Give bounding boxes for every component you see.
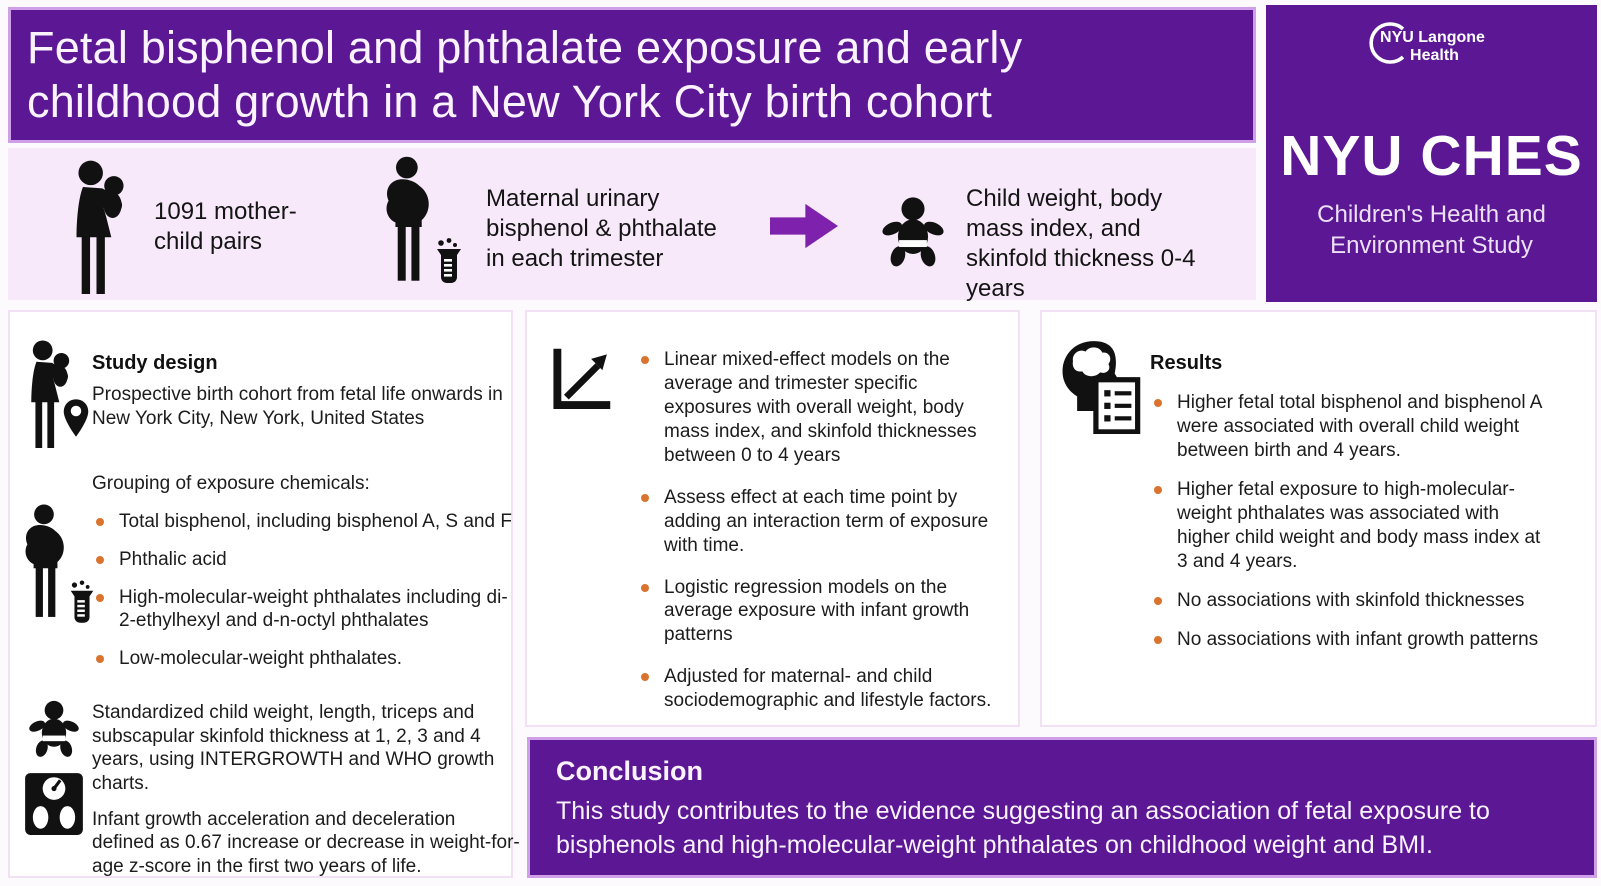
list-item: High-molecular-weight phthalates including di-2-ethylhexyl and d-n-octyl phthalates bbox=[92, 586, 524, 634]
list-item: Higher fetal exposure to high-molecular-weight phthalates was associated with higher child weight and body mass index at 3 and 4 years. bbox=[1150, 478, 1552, 574]
nyu-langone-logo bbox=[1378, 29, 1485, 64]
baby-on-scale-icon bbox=[24, 700, 86, 837]
chart-trend-icon bbox=[545, 342, 617, 414]
urine-beaker-icon bbox=[432, 238, 466, 284]
chemical-groups-list bbox=[92, 510, 524, 672]
mother-child-icon bbox=[60, 160, 142, 294]
list-item: Assess effect at each time point by adding an interaction term of exposure with time. bbox=[637, 486, 995, 558]
brain-checklist-icon bbox=[1054, 338, 1142, 434]
methods-card bbox=[525, 310, 1020, 727]
overview-cohort-text: 1091 mother-child pairs bbox=[154, 198, 297, 255]
list-item: Logistic regression models on the average exposure with infant growth patterns bbox=[637, 576, 995, 648]
list-item: Total bisphenol, including bisphenol A, S and F bbox=[92, 510, 524, 534]
study-design-card bbox=[8, 310, 520, 878]
location-pin-icon bbox=[62, 398, 90, 438]
org-name-line1: NYU Langone bbox=[1380, 29, 1485, 46]
pregnant-woman-small-icon bbox=[16, 504, 74, 623]
study-name-line1: Children's Health and bbox=[1317, 200, 1546, 228]
overview-outcome-text: Child weight, body mass index, and skinfold thickness 0-4 years bbox=[966, 185, 1196, 302]
results-heading: Results bbox=[1150, 352, 1223, 374]
list-item: No associations with infant growth patterns bbox=[1150, 628, 1552, 652]
weight-scale-icon bbox=[22, 771, 86, 837]
conclusion-banner bbox=[527, 737, 1597, 878]
list-item: Phthalic acid bbox=[92, 548, 524, 572]
methods-list bbox=[637, 348, 995, 713]
overview-exposure-text: Maternal urinary bisphenol & phthalate in each trimester bbox=[486, 185, 717, 272]
grouping-label: Grouping of exposure chemicals: bbox=[92, 473, 370, 495]
results-list bbox=[1150, 391, 1552, 651]
mother-child-location-icon bbox=[18, 340, 84, 453]
list-item: Higher fetal total bisphenol and bisphenol A were associated with overall child weight between birth and 4 years. bbox=[1150, 391, 1552, 463]
outcome-measures-text: Standardized child weight, length, triceps and subscapular skinfold thickness at 1, 2, 3 and 4 years, using INTERGROWTH and WHO growth charts. bbox=[92, 702, 495, 794]
results-card bbox=[1040, 310, 1597, 727]
list-item: Adjusted for maternal- and child sociodemographic and lifestyle factors. bbox=[637, 665, 995, 713]
study-name-line2: Environment Study bbox=[1330, 231, 1533, 259]
study-design-heading: Study design bbox=[92, 352, 218, 374]
list-item: Linear mixed-effect models on the average and trimester specific exposures with overall weight, body mass index, and skinfold thicknesses between 0 to 4 years bbox=[637, 348, 995, 468]
page-title: Fetal bisphenol and phthalate exposure and early childhood growth in a New York City birth cohort bbox=[27, 22, 1023, 127]
list-item: No associations with skinfold thicknesses bbox=[1150, 589, 1552, 613]
list-item: Low-molecular-weight phthalates. bbox=[92, 647, 524, 671]
org-name-line2: Health bbox=[1410, 46, 1459, 64]
cohort-description: Prospective birth cohort from fetal life onwards in New York City, New York, United States bbox=[92, 384, 503, 429]
pregnant-woman-icon bbox=[376, 156, 440, 287]
conclusion-heading: Conclusion bbox=[556, 756, 703, 786]
baby-icon bbox=[876, 196, 950, 268]
growth-pattern-definition: Infant growth acceleration and deceleration defined as 0.67 increase or decrease in weight-for-age z-score in the first two years of life. bbox=[92, 808, 520, 877]
study-acronym: NYU CHES bbox=[1280, 123, 1583, 188]
flow-arrow-icon bbox=[770, 202, 838, 250]
conclusion-text: This study contributes to the evidence suggesting an association of fetal exposure to bisphenols and high-molecular-weight phthalates on childhood weight and BMI. bbox=[556, 797, 1490, 859]
title-banner bbox=[8, 7, 1256, 143]
brand-panel bbox=[1266, 5, 1597, 302]
overview-band bbox=[8, 148, 1256, 300]
baby-small-icon bbox=[24, 700, 84, 758]
